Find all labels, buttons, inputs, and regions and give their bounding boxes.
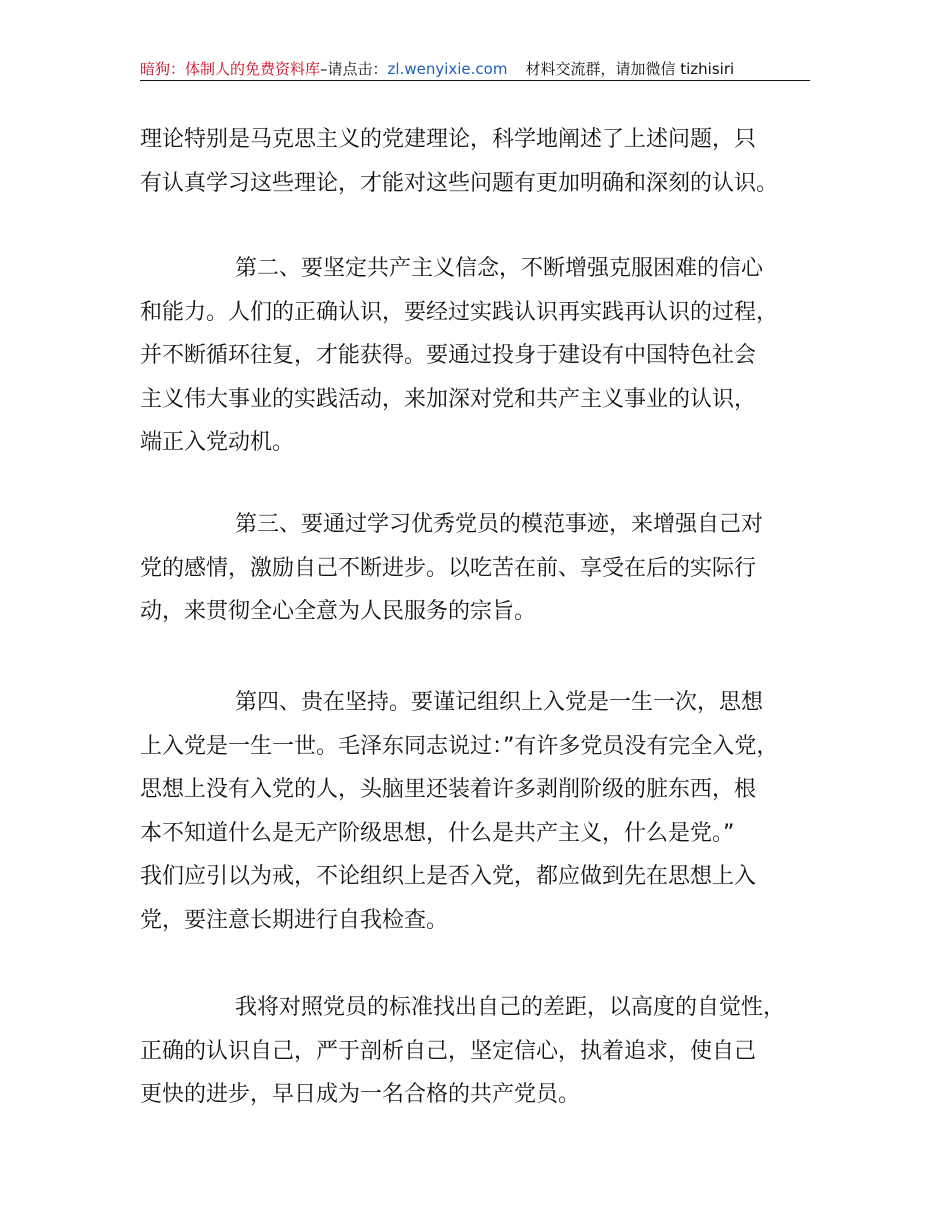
paragraph-2 — [140, 247, 810, 465]
page-header — [140, 58, 810, 81]
paragraph-line: 并不断循环往复，才能获得。要通过投身于建设有中国特色社会 — [140, 343, 757, 368]
paragraph-line: 上入党是一生一世。毛泽东同志说过：”有许多党员没有完全入党， — [140, 733, 779, 759]
paragraph-1 — [140, 118, 810, 205]
paragraph-line: 正确的认识自己，严于剖析自己，坚定信心，执着追求，使自己 — [140, 1038, 757, 1064]
paragraph-line: 理论特别是马克思主义的党建理论，科学地阐述了上述问题，只 — [140, 127, 757, 152]
header-note: 材料交流群，请加微信 tizhisiri — [525, 60, 735, 78]
paragraph-line: 和能力。人们的正确认识，要经过实践认识再实践再认识的过程， — [140, 299, 779, 325]
paragraph-line: 第二、要坚定共产主义信念，不断增强克服困难的信心 — [235, 256, 764, 281]
paragraph-line: 更快的进步，早日成为一名合格的共产党员。 — [140, 1082, 581, 1107]
paragraph-4 — [140, 681, 810, 942]
paragraph-line: 我们应引以为戒，不论组织上是否入党，都应做到先在思想上入 — [140, 864, 757, 889]
paragraph-line: 第三、要通过学习优秀党员的模范事迹，来增强自己对 — [235, 512, 764, 537]
paragraph-line: 主义伟大事业的实践活动，来加深对党和共产主义事业的认识， — [140, 386, 757, 412]
paragraph-line: 端正入党动机。 — [140, 430, 295, 455]
paragraph-line: 有认真学习这些理论，才能对这些问题有更加明确和深刻的认识。 — [140, 170, 779, 196]
paragraph-line: 本不知道什么是无产阶级思想，什么是共产主义，什么是党。” — [140, 820, 735, 846]
paragraph-line: 动，来贯彻全心全意为人民服务的宗旨。 — [140, 599, 537, 624]
header-link[interactable]: zl.wenyixie.com — [387, 60, 508, 78]
header-title: 暗狗：体制人的免费资料库 — [140, 60, 321, 78]
paragraph-5 — [140, 986, 810, 1117]
paragraph-line: 思想上没有入党的人，头脑里还装着许多剥削阶级的脏东西，根 — [140, 777, 757, 802]
paragraph-line: 第四、贵在坚持。要谨记组织上入党是一生一次，思想 — [235, 690, 764, 715]
paragraph-3 — [140, 503, 810, 634]
paragraph-line: 我将对照党员的标准找出自己的差距，以高度的自觉性， — [235, 995, 786, 1020]
header-prompt: –请点击： — [320, 60, 388, 78]
paragraph-line: 党的感情，激励自己不断进步。以吃苦在前、享受在后的实际行 — [140, 555, 757, 581]
paragraph-line: 党，要注意长期进行自我检查。 — [140, 907, 449, 933]
